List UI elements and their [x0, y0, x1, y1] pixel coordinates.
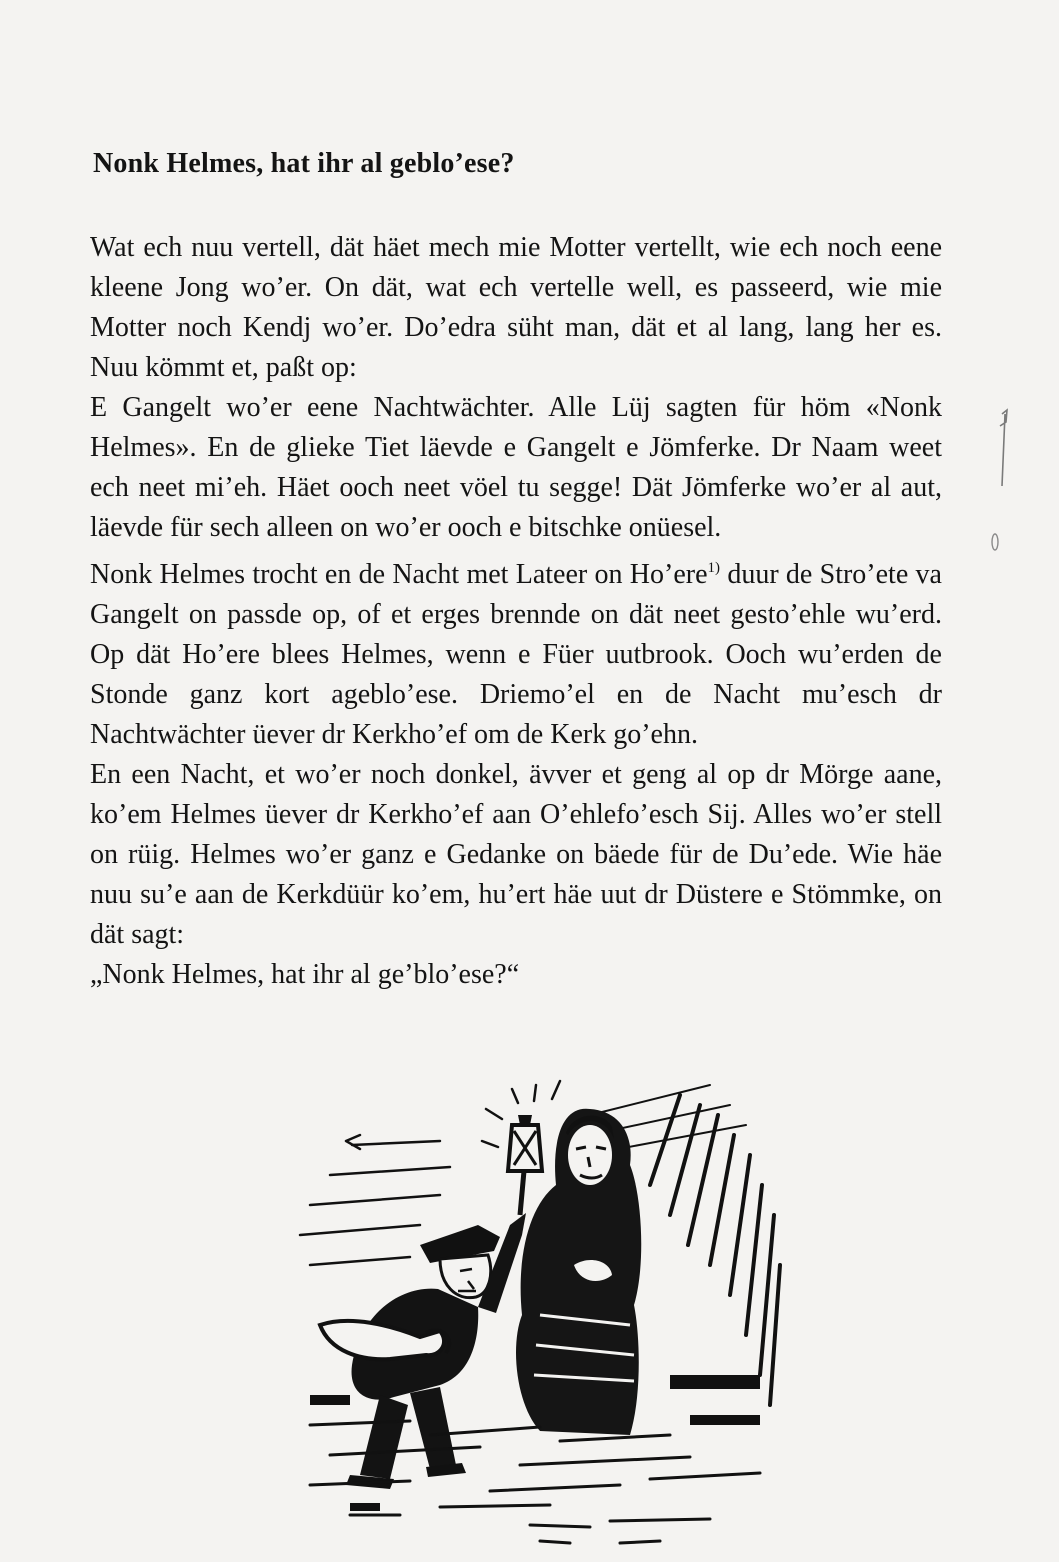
- paragraph-2-text: E Gangelt wo’er eene Nachtwächter. Alle Lüj sagten für höm «Nonk Helmes». En de glieke Tiet läevde e Gangelt e Jömferke. Dr Naam weet ech neet mi’eh. Häet ooch neet vöel tu segge! Dät Jömferke wo’er al aut, läevde für sech alleen on wo’er ooch e bitschke onüesel.: [90, 392, 942, 543]
- paragraph-5: [90, 955, 942, 995]
- paragraph-5-text: „Nonk Helmes, hat ihr al ge’blo’ese?“: [90, 959, 520, 990]
- paragraph-1-text: Wat ech nuu vertell, dät häet mech mie Motter vertellt, wie ech noch eene kleene Jong wo’er. On dät, wat ech vertelle well, es passeerd, wie mie Motter noch Kendj wo’er. Do’edra süht man, dät et al lang, lang her es. Nuu kömmt et, paßt op:: [90, 232, 942, 383]
- paragraph-2: [90, 388, 942, 548]
- paragraph-4: [90, 755, 942, 955]
- paragraph-3-text: Nonk Helmes trocht en de Nacht met Lateer on Ho’ere: [90, 559, 708, 590]
- page-title: Nonk Helmes, hat ihr al geblo’ese?: [93, 148, 515, 179]
- paragraph-4-text: En een Nacht, et wo’er noch donkel, ävver et geng al op dr Mörge aane, ko’em Helmes üever dr Kerkho’ef aan O’ehlefo’esch Sij. Alles wo’er stell on rüig. Helmes wo’er ganz e Gedanke on bäede für de Du’ede. Wie häe nuu su’e aan de Kerkdüür ko’em, hu’ert häe uut dr Düstere e Stömmke, on dät sagt:: [90, 759, 942, 950]
- pencil-margin-mark: [985, 408, 1025, 568]
- paragraph-1: [90, 228, 942, 388]
- paragraph-3-text-continued: duur de Stro’ete va Gangelt on passde op, of et erges brennde on dät neet gesto’ehle wu’erd. Op dät Ho’ere blees Helmes, wenn e Füer uutbrook. Ooch wu’erden de Stonde ganz kort ageblo’ese. Driemo’el en de Nacht mu’esch dr Nachtwächter üever dr Kerkho’ef om de Kerk go’ehn.: [90, 559, 942, 750]
- paragraph-3: [90, 548, 942, 755]
- body-text: [90, 228, 942, 995]
- footnote-marker: 1): [707, 560, 721, 576]
- night-watchman-illustration: [290, 1075, 790, 1545]
